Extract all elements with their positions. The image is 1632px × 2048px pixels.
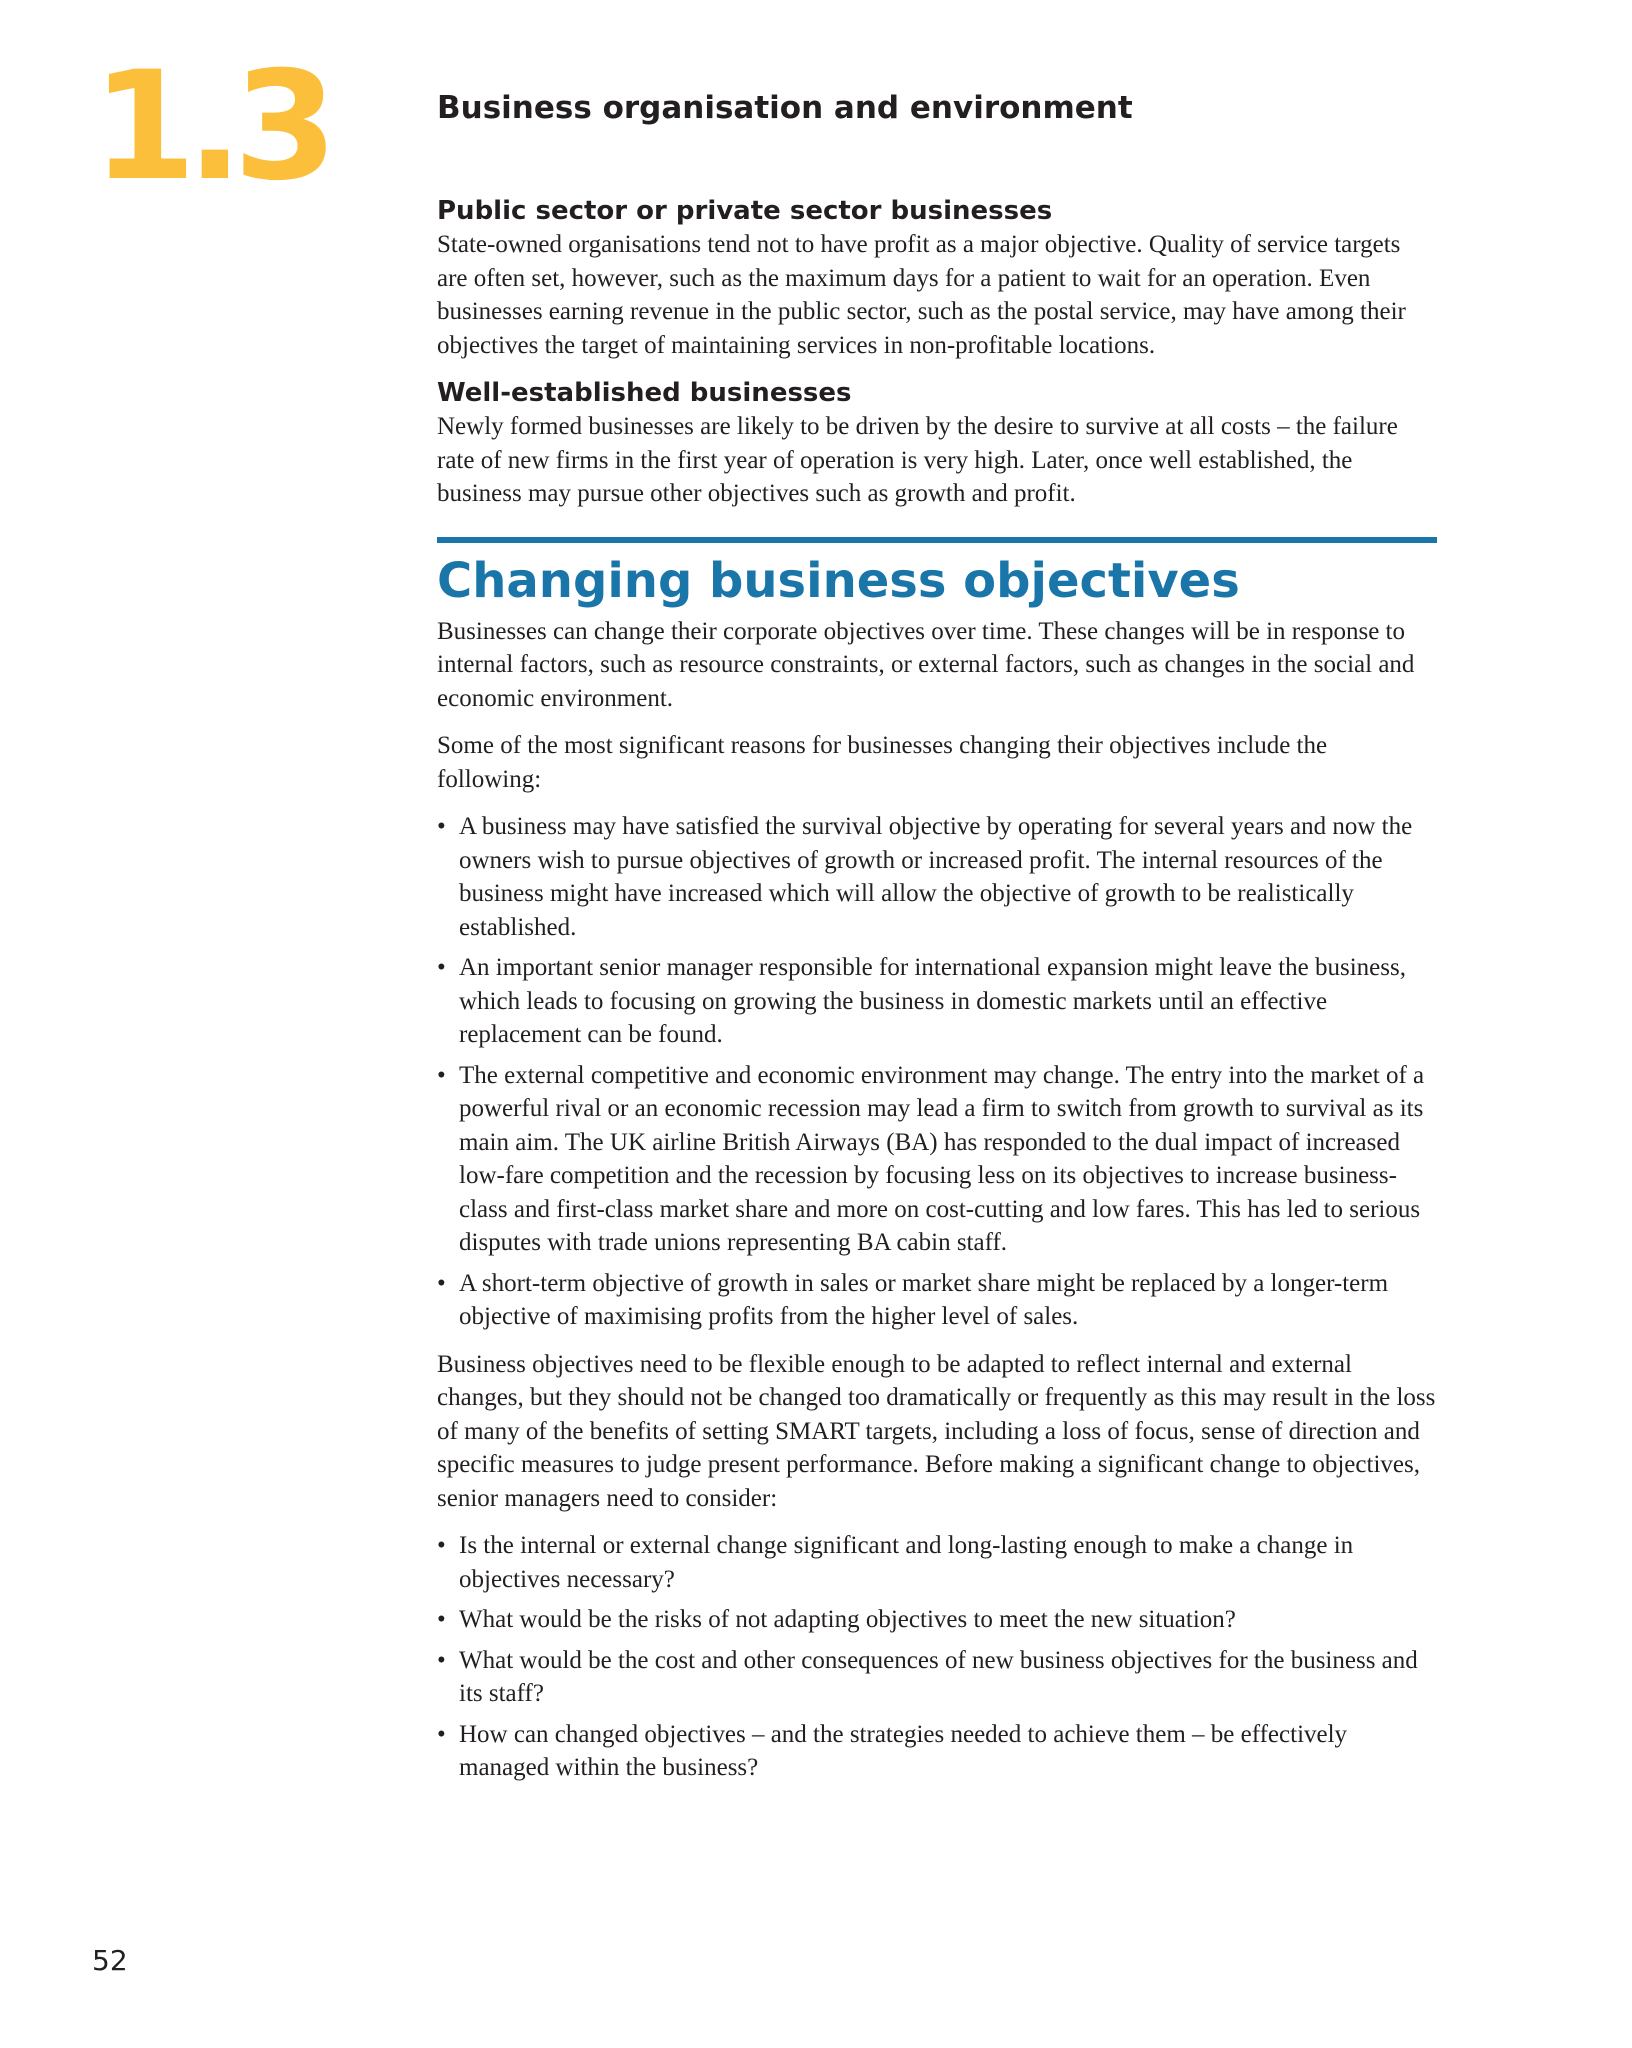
section-title: Changing business objectives	[437, 552, 1240, 609]
well-established-body: Newly formed businesses are likely to be driven by the desire to survive at all costs – the failure rate of new firms in the first year of operation is very high. Later, once well established, the business may pursue other objectives such as growth and profit.	[437, 413, 1398, 507]
considerations-list	[437, 1529, 1437, 1785]
bullet-icon: •	[437, 954, 446, 981]
flexibility-paragraph: Business objectives need to be flexible enough to be adapted to reflect internal and external changes, but they should not be changed too dramatically or frequently as this may result in the loss of many of the benefits of setting SMART targets, including a loss of focus, sense of direction and specific measures to judge present performance. Before making a significant change to objectives, senior managers need to consider:	[437, 1350, 1436, 1512]
page-number: 52	[92, 1944, 128, 1977]
bullet-icon: •	[437, 1061, 446, 1089]
list-item	[437, 1718, 1437, 1785]
changing-lead: Some of the most significant reasons for businesses changing their objectives include the following:	[437, 732, 1328, 793]
list-item	[437, 1059, 1437, 1260]
reasons-list	[437, 810, 1437, 1334]
bullet-icon: •	[437, 813, 446, 840]
list-item-text: The external competitive and economic environment may change. The entry into the market of a powerful rival or an economic recession may lead a firm to switch from growth to survival as its main aim. The UK airline British Airways (BA) has responded to the dual impact of increased low-fare competition and the recession by focusing less on its objectives to increase business-class and first-class market share and more on cost-cutting and low fares. This has led to serious disputes with trade unions representing BA cabin staff.	[459, 1061, 1425, 1256]
section-divider	[437, 537, 1437, 543]
chapter-number: 1.3	[92, 40, 328, 214]
list-item	[437, 1644, 1437, 1711]
list-item-text: What would be the cost and other consequences of new business objectives for the business and its staff?	[459, 1646, 1418, 1707]
list-item-text: A business may have satisfied the survival objective by operating for several years and now the owners wish to pursue objectives of growth or increased profit. The internal resources of the business might have increased which will allow the objective of growth to be realistically established.	[459, 813, 1413, 941]
bullet-icon: •	[437, 1646, 446, 1674]
list-item-text: An important senior manager responsible for international expansion might leave the business, which leads to focusing on growing the business in domestic markets until an effective replacement can be found.	[459, 954, 1406, 1048]
bullet-icon: •	[437, 1606, 446, 1633]
list-item	[437, 1529, 1437, 1596]
page-content	[437, 194, 1437, 1799]
bullet-icon: •	[437, 1720, 446, 1748]
public-private-body: State-owned organisations tend not to have profit as a major objective. Quality of service targets are often set, however, such as the maximum days for a patient to wait for an operation. Even businesses earning revenue in the public sector, such as the postal service, may have among their objectives the target of maintaining services in non-profitable locations.	[437, 231, 1406, 359]
list-item-text: A short-term objective of growth in sales or market share might be replaced by a longer-term objective of maximising profits from the higher level of sales.	[459, 1269, 1389, 1330]
bullet-icon: •	[437, 1532, 446, 1559]
changing-intro: Businesses can change their corporate objectives over time. These changes will be in response to internal factors, such as resource constraints, or external factors, such as changes in the social and economic environment.	[437, 617, 1415, 712]
running-head: Business organisation and environment	[437, 90, 1133, 126]
list-item-text: What would be the risks of not adapting objectives to meet the new situation?	[459, 1606, 1236, 1633]
list-item	[437, 1267, 1437, 1334]
list-item	[437, 810, 1437, 944]
list-item-text: How can changed objectives – and the strategies needed to achieve them – be effectively managed within the business?	[459, 1720, 1348, 1781]
bullet-icon: •	[437, 1269, 446, 1297]
list-item-text: Is the internal or external change significant and long-lasting enough to make a change in objectives necessary?	[459, 1532, 1354, 1593]
public-private-heading: Public sector or private sector businesses	[437, 196, 1053, 226]
well-established-heading: Well-established businesses	[437, 378, 852, 408]
list-item	[437, 1603, 1437, 1637]
list-item	[437, 951, 1437, 1052]
